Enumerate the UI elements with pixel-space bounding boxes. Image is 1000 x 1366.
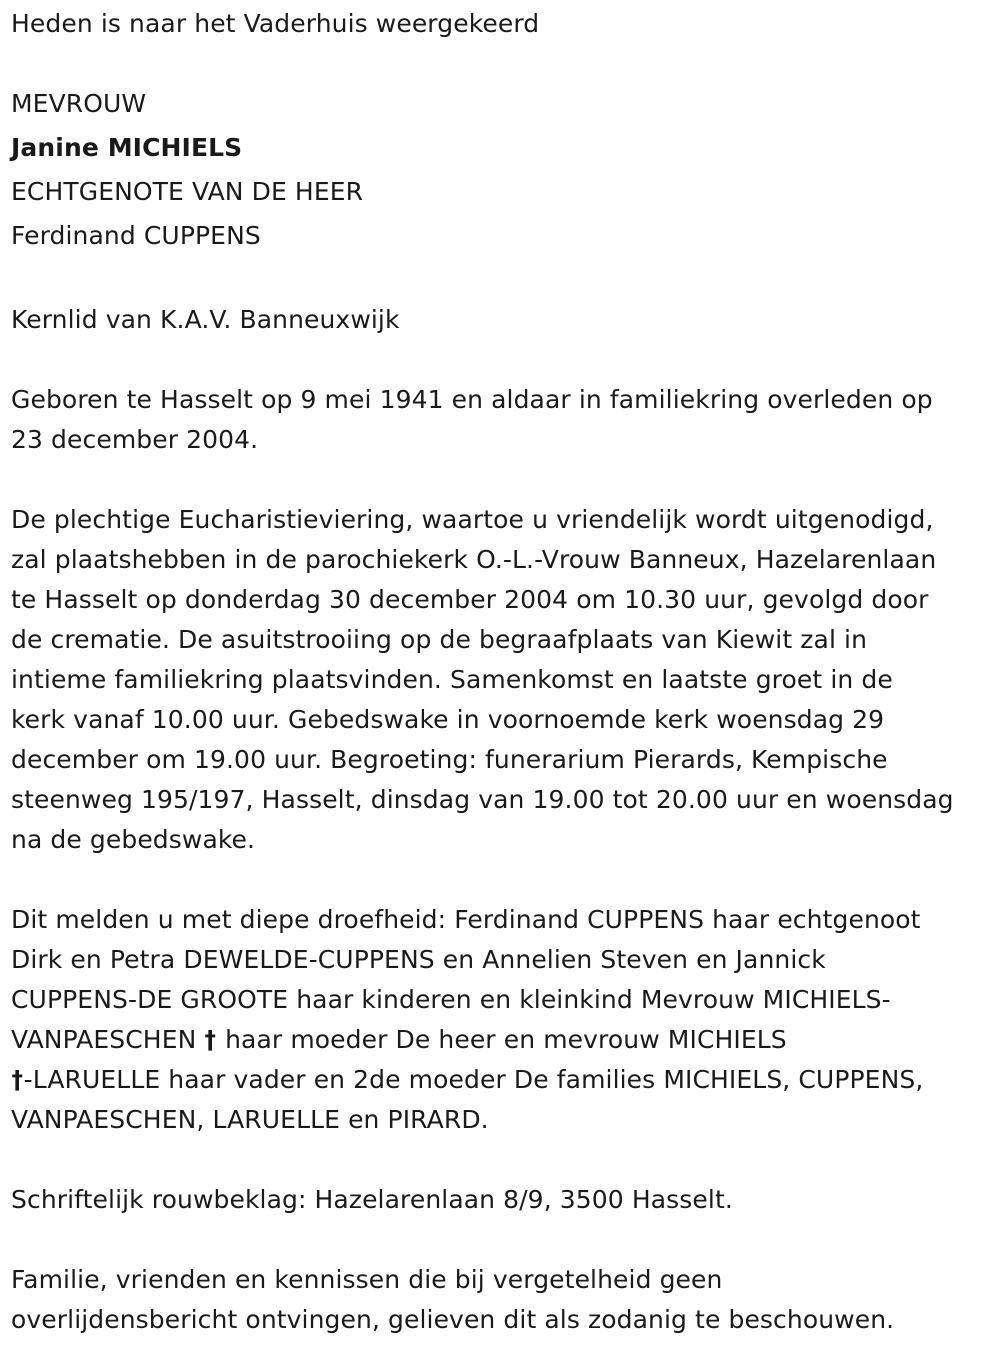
ceremony-line: steenweg 195/197, Hasselt, dinsdag van 19.00 tot 20.00 uur en woensdag [11,785,954,814]
spacer [11,260,991,300]
family-line-text: -LARUELLE haar vader en 2de moeder De families MICHIELS, CUPPENS, [23,1065,924,1094]
spacer [11,860,991,900]
condolence-address: Schriftelijk rouwbeklag: Hazelarenlaan 8/9, 3500 Hasselt. [11,1185,733,1214]
birth-line: Geboren te Hasselt op 9 mei 1941 en aldaar in familiekring overleden op [11,385,933,414]
ceremony-line: kerk vanaf 10.00 uur. Gebedswake in voornoemde kerk woensdag 29 [11,705,885,734]
death-notice [11,4,991,1340]
intro-text: Heden is naar het Vaderhuis weergekeerd [11,9,540,38]
family-line [11,1020,991,1060]
closing-paragraph [11,1260,991,1340]
birth-paragraph [11,380,991,460]
spouse-intro: ECHTGENOTE VAN DE HEER [11,177,364,206]
ceremony-line: de crematie. De asuitstrooiing op de begraafplaats van Kiewit zal in [11,625,868,654]
ceremony-line: zal plaatshebben in de parochiekerk O.-L.-Vrouw Banneux, Hazelarenlaan [11,545,937,574]
ceremony-line: te Hasselt op donderdag 30 december 2004 om 10.30 uur, gevolgd door [11,585,929,614]
ceremony-line: intieme familiekring plaatsvinden. Samenkomst en laatste groet in de [11,665,893,694]
ceremony-line: De plechtige Eucharistieviering, waartoe u vriendelijk wordt uitgenodigd, [11,505,934,534]
family-paragraph [11,900,991,1140]
spouse-name: Ferdinand CUPPENS [11,221,261,250]
spacer [11,1220,991,1260]
spacer [11,460,991,500]
spacer [11,1140,991,1180]
closing-line: overlijdensbericht ontvingen, gelieven dit als zodanig te beschouwen. [11,1305,895,1334]
family-line-text: VANPAESCHEN [11,1025,197,1054]
family-line: Dit melden u met diepe droefheid: Ferdinand CUPPENS haar echtgenoot [11,905,921,934]
birth-line: 23 december 2004. [11,425,259,454]
family-line: CUPPENS-DE GROOTE haar kinderen en kleinkind Mevrouw MICHIELS- [11,985,891,1014]
ceremony-line: december om 19.00 uur. Begroeting: funerarium Pierards, Kempische [11,745,888,774]
cross-icon: † [205,1025,217,1054]
spacer [11,340,991,380]
family-line: VANPAESCHEN, LARUELLE en PIRARD. [11,1105,489,1134]
closing-line: Familie, vrienden en kennissen die bij vergetelheid geen [11,1265,723,1294]
spacer [11,44,991,84]
cross-icon: † [11,1065,23,1094]
ceremony-paragraph [11,500,991,860]
title-text: MEVROUW [11,89,147,118]
family-line [11,1060,991,1100]
family-line: Dirk en Petra DEWELDE-CUPPENS en Annelien Steven en Jannick [11,945,826,974]
family-line-text: haar moeder De heer en mevrouw MICHIELS [225,1025,787,1054]
ceremony-line: na de gebedswake. [11,825,256,854]
membership-text: Kernlid van K.A.V. Banneuxwijk [11,305,400,334]
deceased-name: Janine MICHIELS [11,133,243,162]
